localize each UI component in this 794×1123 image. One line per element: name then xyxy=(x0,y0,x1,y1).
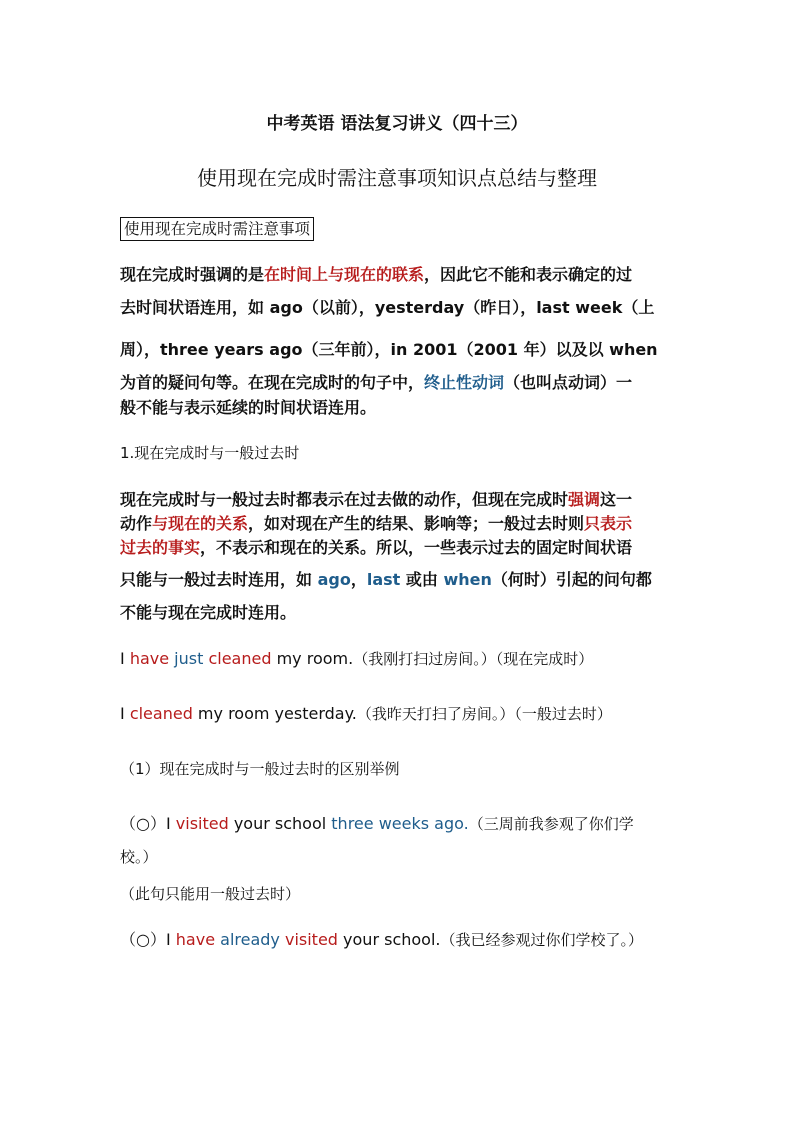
para2-red-emphasis: 过去的事实 xyxy=(120,538,201,557)
example-sentence-2 xyxy=(120,704,612,724)
example-text: your school. xyxy=(337,930,441,949)
para2-red-emphasis: 强调 xyxy=(568,490,601,509)
verb-visited: visited xyxy=(284,930,338,949)
verb-cleaned: cleaned xyxy=(208,649,272,668)
example-text: your school xyxy=(228,814,332,833)
para2-text: 只能与一般过去时连用，如 xyxy=(120,570,318,589)
para2-line2 xyxy=(120,514,632,534)
example-text: my room yesterday. xyxy=(192,704,357,723)
verb-have: have xyxy=(175,930,216,949)
para1-line1 xyxy=(120,265,632,285)
verb-visited: visited xyxy=(175,814,229,833)
para2-line1 xyxy=(120,490,632,510)
para2-text: ，如对现在产生的结果、影响等；一般过去时则 xyxy=(248,514,585,533)
example-translation: （我已经参观过你们学校了。） xyxy=(440,931,643,949)
example-translation: （三周前我参观了你们学 xyxy=(468,815,634,833)
para1-red-emphasis: 在时间上与现在的联系 xyxy=(264,265,425,284)
para2-text: ，不表示和现在的关系。所以，一些表示过去的固定时间状语 xyxy=(200,538,633,557)
para1-blue-emphasis: 终止性动词 xyxy=(424,373,505,392)
para2-text: ， xyxy=(350,570,367,589)
para1-line4 xyxy=(120,373,632,393)
example-text: I xyxy=(120,704,130,723)
para1-text: 为首的疑问句等。在现在完成时的句子中， xyxy=(120,373,425,392)
keyword-last: last xyxy=(366,570,401,589)
para1-text: （也叫点动词）一 xyxy=(504,373,633,392)
para1-line3: 周），three years ago（三年前），in 2001（2001 年）以及以 when xyxy=(120,340,658,359)
para2-text: 或由 xyxy=(400,570,444,589)
keyword-when: when xyxy=(443,570,492,589)
example-text: my room. xyxy=(271,649,354,668)
section-heading-2: （1）现在完成时与一般过去时的区别举例 xyxy=(120,760,400,778)
para2-text: 动作 xyxy=(120,514,153,533)
para2-line4 xyxy=(120,570,652,590)
example-text: I xyxy=(120,649,130,668)
adverb-just: just xyxy=(174,649,204,668)
section-heading-1: 1.现在完成时与一般过去时 xyxy=(120,444,300,462)
example-3-note: （此句只能用一般过去时） xyxy=(120,885,301,903)
example-translation: （我刚打扫过房间。）（现在完成时） xyxy=(353,650,594,668)
example-sentence-3-cont: 校。） xyxy=(120,848,158,866)
para2-text: 这一 xyxy=(600,490,633,509)
example-sentence-4 xyxy=(120,930,643,950)
keyword-ago: ago xyxy=(317,570,351,589)
para2-red-emphasis: 只表示 xyxy=(584,514,633,533)
para1-text: ，因此它不能和表示确定的过 xyxy=(424,265,633,284)
verb-have: have xyxy=(129,649,170,668)
verb-cleaned: cleaned xyxy=(129,704,193,723)
document-subtitle: 使用现在完成时需注意事项知识点总结与整理 xyxy=(197,166,597,190)
para2-line5: 不能与现在完成时连用。 xyxy=(120,603,297,622)
example-sentence-3 xyxy=(120,814,634,834)
para2-red-emphasis: 与现在的关系 xyxy=(152,514,249,533)
para2-text: 现在完成时与一般过去时都表示在过去做的动作，但现在完成时 xyxy=(120,490,569,509)
para1-text: 现在完成时强调的是 xyxy=(120,265,265,284)
time-phrase: three weeks ago. xyxy=(331,814,469,833)
example-translation: （我昨天打扫了房间。）（一般过去时） xyxy=(356,705,612,723)
para1-line5: 般不能与表示延续的时间状语连用。 xyxy=(120,398,377,417)
para2-text: （何时）引起的问句都 xyxy=(491,570,652,589)
document-title: 中考英语 语法复习讲义（四十三） xyxy=(266,114,528,134)
adverb-already: already xyxy=(220,930,280,949)
example-sentence-1 xyxy=(120,649,593,669)
section-box-heading: 使用现在完成时需注意事项 xyxy=(120,217,314,241)
example-text: （○）I xyxy=(120,814,176,833)
para1-line2: 去时间状语连用，如 ago（以前），yesterday（昨日），last week（上 xyxy=(120,298,655,317)
example-text: （○）I xyxy=(120,930,176,949)
para2-line3 xyxy=(120,538,632,558)
